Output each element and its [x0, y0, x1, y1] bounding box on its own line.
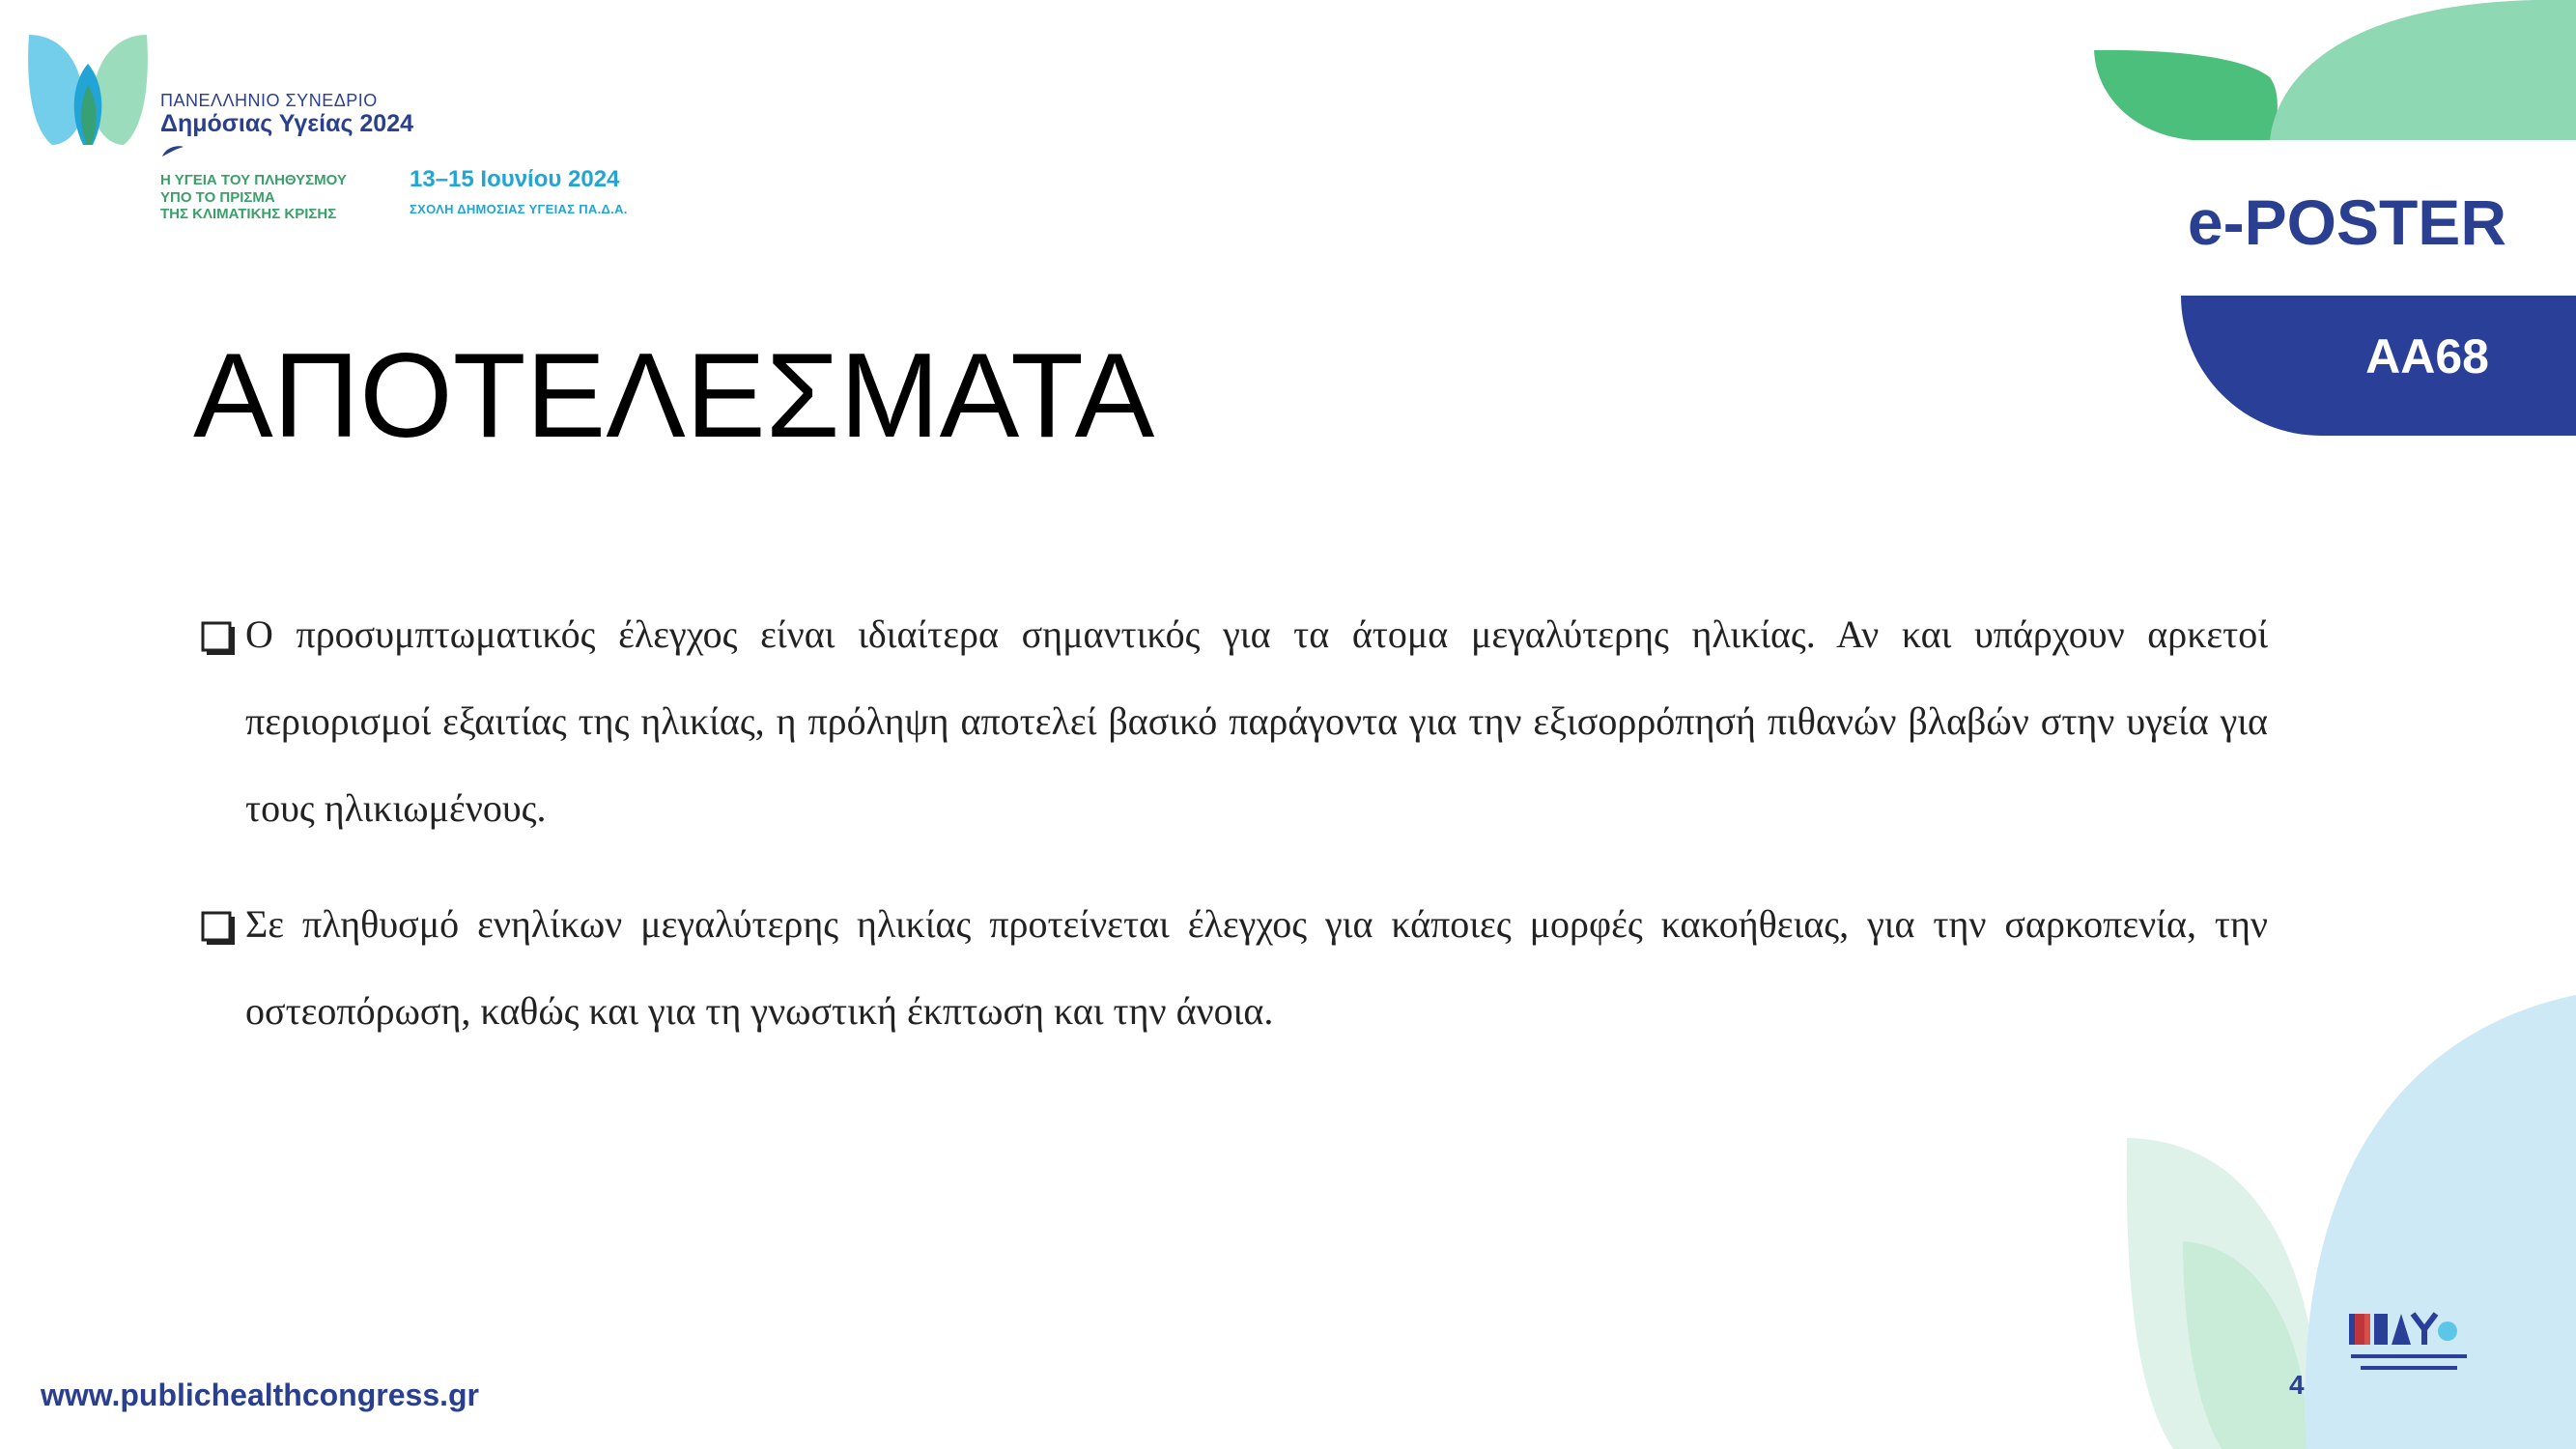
logo-dates: 13–15 Ιουνίου 2024: [410, 166, 620, 192]
logo-congress-label: ΠΑΝΕΛΛΗΝΙΟ ΣΥΝΕΔΡΙΟ: [160, 91, 378, 110]
list-item: [197, 591, 2268, 852]
logo-congress-name: Δημόσιας Υγείας 2024: [160, 110, 414, 137]
logo-theme: [160, 172, 347, 223]
congress-logo-icon: [23, 25, 153, 147]
logo-school: ΣΧΟΛΗ ΔΗΜΟΣΙΑΣ ΥΓΕΙΑΣ ΠΑ.Δ.Α.: [410, 202, 628, 216]
eedy-society-logo-icon: [2347, 1310, 2473, 1387]
bullet-text: Σε πληθυσμό ενηλίκων μεγαλύτερης ηλικίας προτείνεται έλεγχος για κάποιες μορφές κακοήθειας, για την σαρκοπενία, την οστεοπόρωση, καθώς και για τη γνωστική έκπτωση και την άνοια.: [245, 902, 2268, 1033]
logo-theme-line: ΥΠΟ ΤΟ ΠΡΙΣΜΑ: [160, 188, 275, 206]
checkbox-bullet-icon: [197, 591, 240, 678]
logo-theme-line: ΤΗΣ ΚΛΙΜΑΤΙΚΗΣ ΚΡΙΣΗΣ: [160, 206, 337, 222]
eposter-label: e-POSTER: [2187, 186, 2506, 258]
leaf-decoration-top-icon: [2086, 0, 2576, 145]
bullet-list: [197, 591, 2268, 1055]
logo-swoosh-icon: [160, 145, 185, 158]
page-number: 4: [2289, 1370, 2305, 1400]
poster-code: ΑΑ68: [2365, 329, 2489, 384]
bullet-text: Ο προσυμπτωματικός έλεγχος είναι ιδιαίτερα σημαντικός για τα άτομα μεγαλύτερης ηλικίας. Αν και υπάρχουν αρκετοί περιορισμοί εξαιτίας της ηλικίας, η πρόληψη αποτελεί βασικό παράγοντα για την εξισορρόπησή πιθανών βλαβών στην υγεία για τους ηλικιωμένους.: [245, 612, 2268, 830]
checkbox-bullet-icon: [197, 881, 240, 968]
page-title: ΑΠΟΤΕΛΕΣΜΑΤΑ: [193, 329, 1155, 463]
logo-theme-line: Η ΥΓΕΙΑ ΤΟΥ ΠΛΗΘΥΣΜΟΥ: [160, 172, 347, 188]
leaf-decoration-bottom-icon: [2115, 985, 2576, 1449]
footer-url[interactable]: www.publichealthcongress.gr: [41, 1378, 479, 1412]
list-item: [197, 881, 2268, 1055]
